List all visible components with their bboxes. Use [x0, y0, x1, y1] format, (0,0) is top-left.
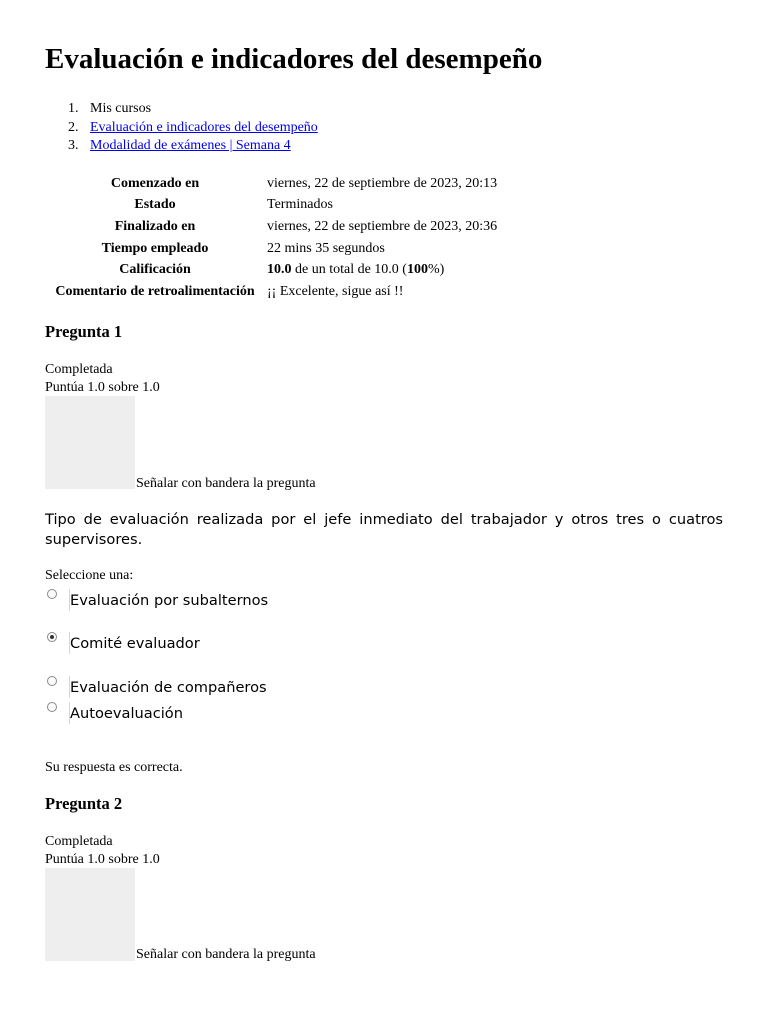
summary-row-grade — [45, 259, 497, 281]
flag-icon-placeholder[interactable] — [45, 868, 135, 961]
flag-icon-placeholder[interactable] — [45, 396, 135, 489]
summary-label: Finalizado en — [114, 218, 196, 234]
page-title: Evaluación e indicadores del desempeño — [45, 43, 543, 75]
question-1-status: Completada — [45, 362, 113, 377]
summary-row-time — [45, 238, 497, 260]
question-2-title: Pregunta 2 — [45, 794, 123, 813]
summary-value: ¡¡ Excelente, sigue así !! — [267, 283, 404, 299]
question-2-flag-link[interactable]: Señalar con bandera la pregunta — [136, 947, 316, 962]
breadcrumb-link-course[interactable]: Evaluación e indicadores del desempeño — [90, 119, 318, 135]
summary-row-finished — [45, 216, 497, 238]
radio-button[interactable] — [47, 589, 57, 599]
radio-button-selected[interactable] — [47, 632, 57, 642]
question-1-prompt: Seleccione una: — [45, 568, 134, 583]
question-2-score: Puntúa 1.0 sobre 1.0 — [45, 852, 160, 867]
question-2-info — [45, 833, 160, 869]
grade-end: %) — [427, 262, 445, 278]
breadcrumb-item-exam-week[interactable] — [45, 137, 318, 156]
summary-label: Estado — [134, 197, 176, 213]
summary-label: Calificación — [119, 262, 191, 278]
summary-row-feedback — [45, 281, 497, 303]
question-1-text: Tipo de evaluación realizada por el jefe inmediato del trabajador y otros tres o cuatros supervisores. — [45, 511, 723, 548]
question-1-info — [45, 361, 160, 397]
radio-button[interactable] — [47, 702, 57, 712]
breadcrumb-item-course[interactable] — [45, 119, 318, 138]
summary-label: Comentario de retroalimentación — [55, 283, 255, 299]
summary-value: Terminados — [267, 197, 333, 213]
question-1-flag-link[interactable]: Señalar con bandera la pregunta — [136, 476, 316, 491]
summary-label: Tiempo empleado — [101, 240, 209, 256]
grade-score: 10.0 — [267, 262, 292, 278]
radio-button[interactable] — [47, 676, 57, 686]
answer-option-label[interactable]: Comité evaluador — [70, 635, 200, 652]
answer-option-label[interactable]: Evaluación de compañeros — [70, 679, 267, 696]
breadcrumb-number: 3. — [68, 138, 79, 153]
question-1-title: Pregunta 1 — [45, 322, 123, 341]
question-1-score: Puntúa 1.0 sobre 1.0 — [45, 380, 160, 395]
summary-value: viernes, 22 de septiembre de 2023, 20:36 — [267, 218, 498, 234]
answer-option-label[interactable]: Evaluación por subalternos — [70, 592, 269, 609]
grade-percent: 100 — [406, 262, 428, 278]
breadcrumb-number: 2. — [68, 119, 79, 135]
question-2-status: Completada — [45, 834, 113, 849]
summary-value: viernes, 22 de septiembre de 2023, 20:13 — [267, 175, 498, 191]
summary-row-state — [45, 195, 497, 217]
breadcrumb-number: 1. — [68, 101, 79, 116]
summary-value — [265, 259, 497, 281]
breadcrumb-label[interactable]: Mis cursos — [90, 101, 152, 116]
attempt-summary-table — [45, 173, 497, 303]
breadcrumb-item-my-courses[interactable] — [45, 100, 318, 119]
grade-middle: de un total de 10.0 ( — [291, 262, 407, 278]
breadcrumb-link-exam-week[interactable]: Modalidad de exámenes | Semana 4 — [90, 138, 291, 153]
summary-label: Comenzado en — [110, 175, 200, 191]
answer-option-label[interactable]: Autoevaluación — [70, 705, 183, 722]
summary-row-started — [45, 173, 497, 195]
breadcrumb — [45, 100, 318, 156]
summary-value: 22 mins 35 segundos — [267, 240, 385, 256]
question-1-feedback: Su respuesta es correcta. — [45, 760, 183, 775]
